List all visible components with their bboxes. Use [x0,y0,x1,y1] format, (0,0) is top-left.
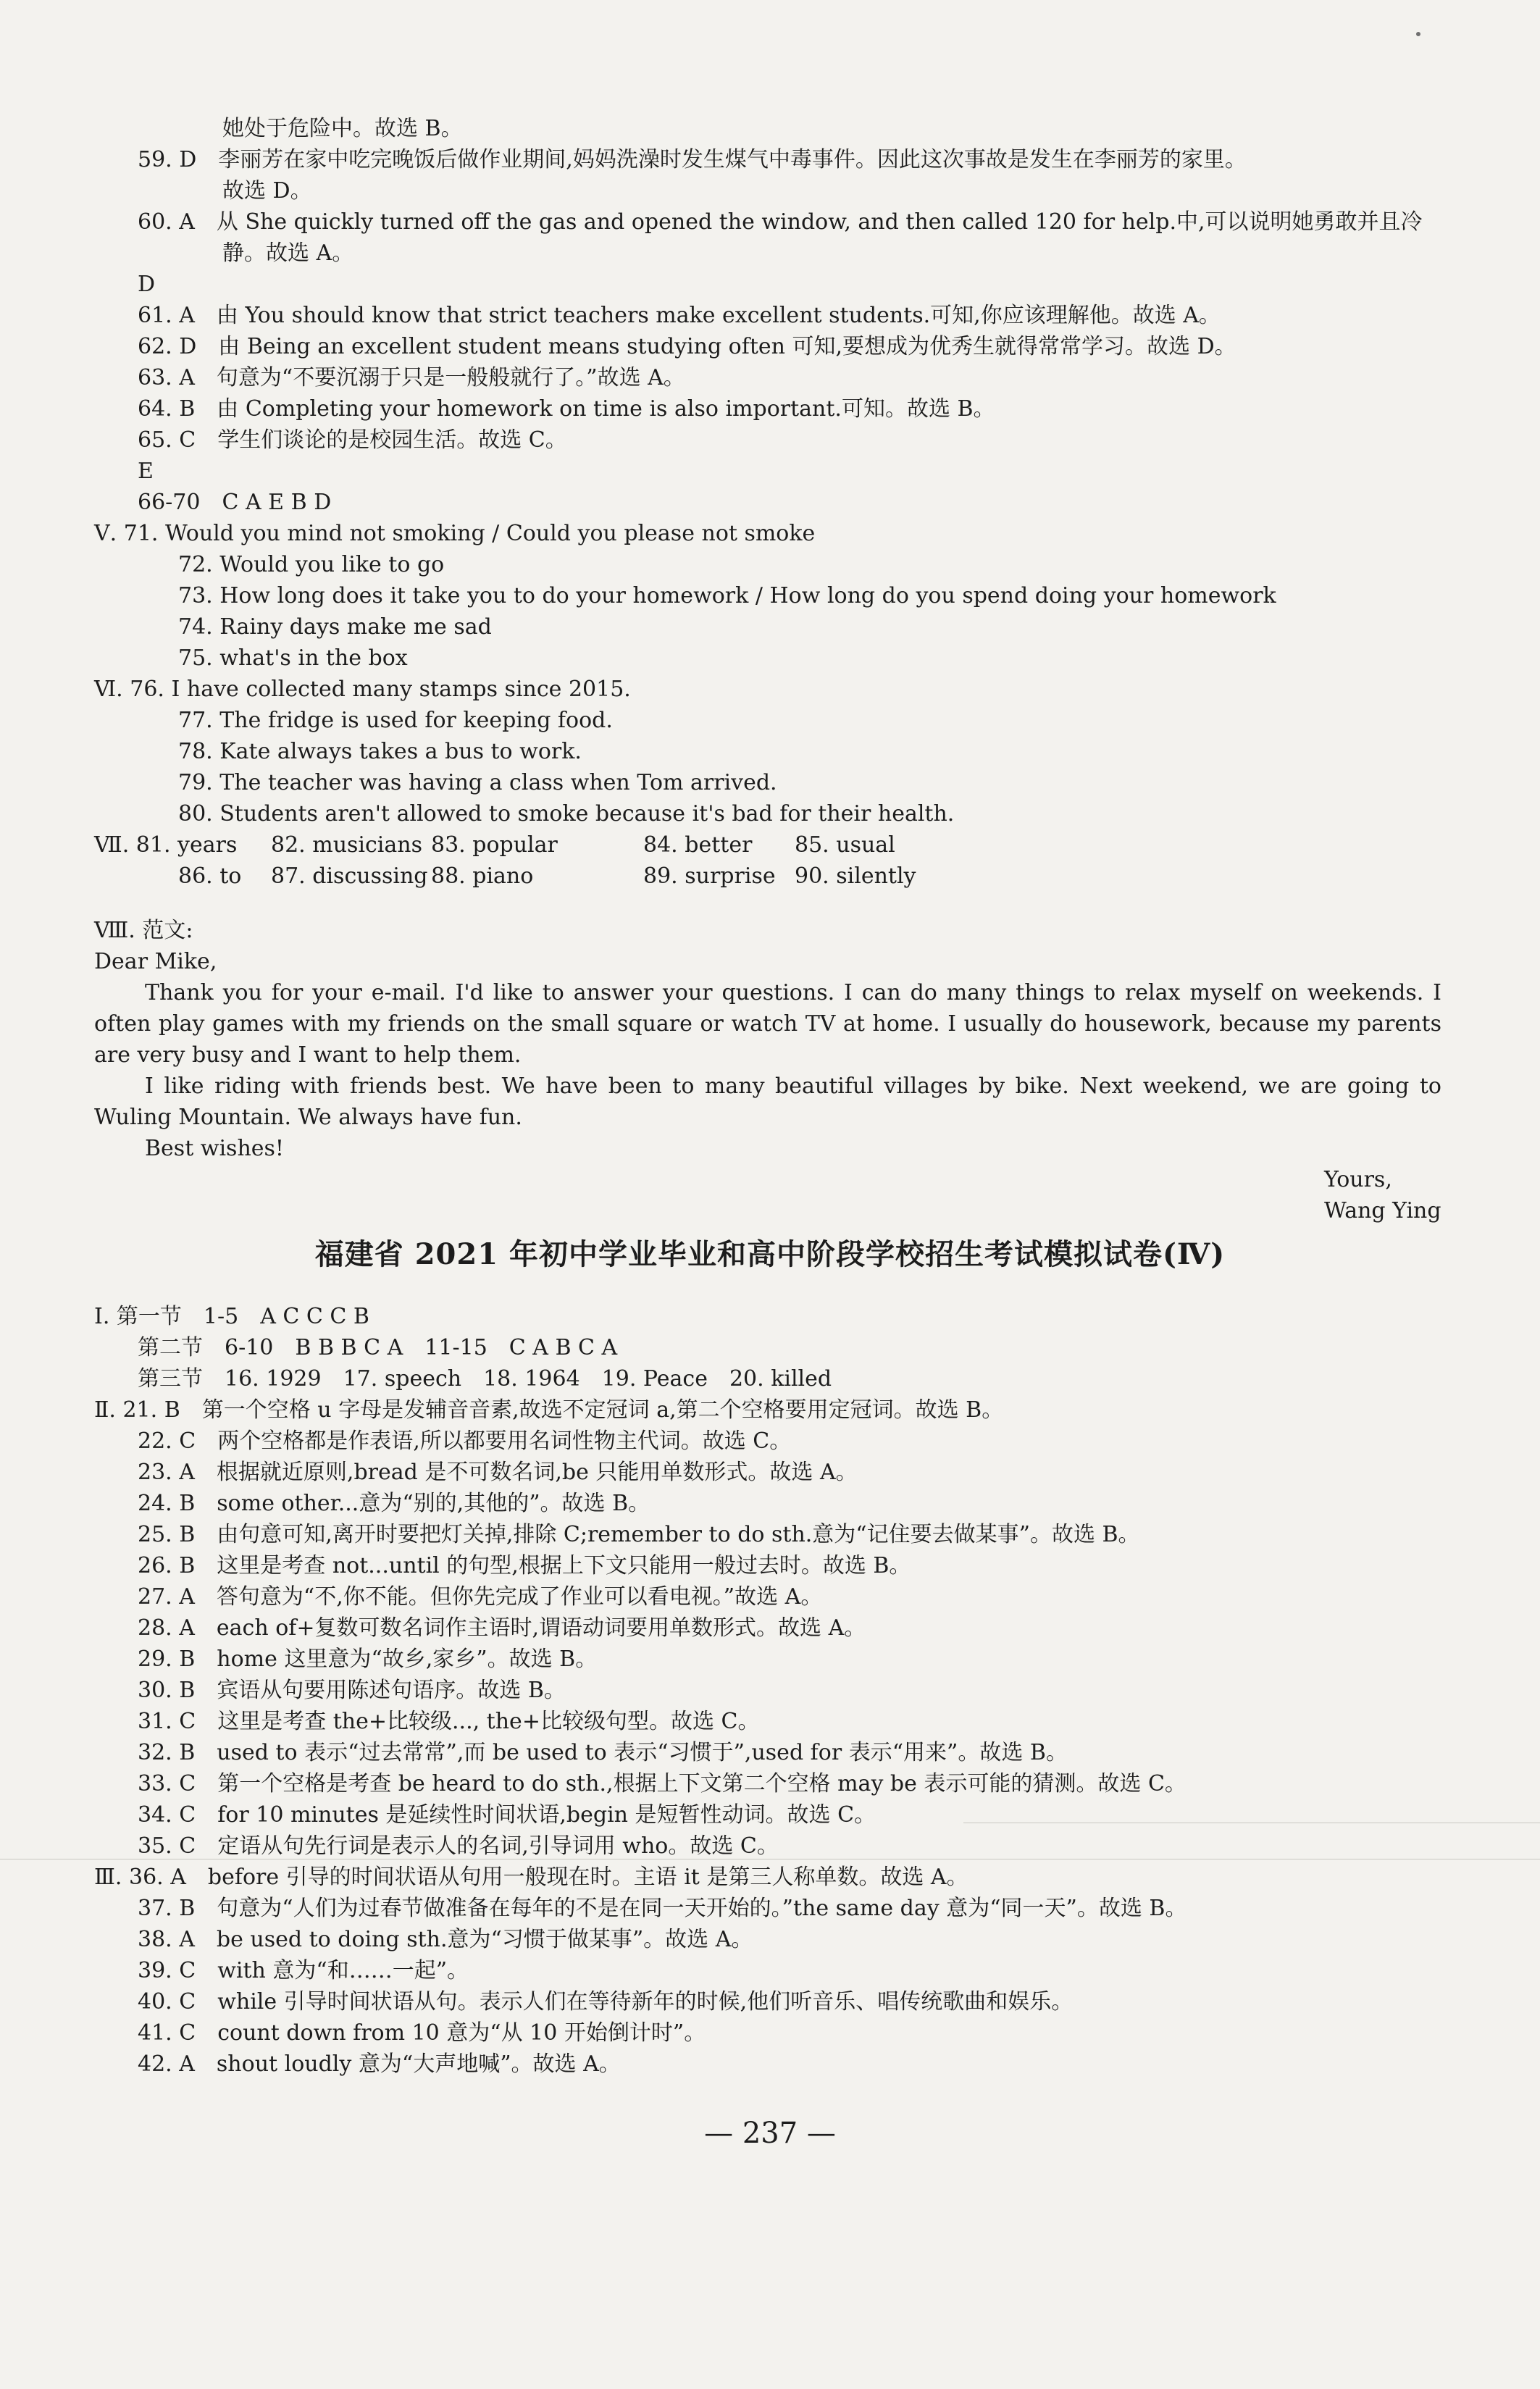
answer-line: 39. C with 意为“和……一起”。 [138,1958,469,1983]
answer-line: 79. The teacher was having a class when Tom arrived. [178,770,777,795]
vocab-answer: 90. silently [795,863,916,889]
answer-line: 22. C 两个空格都是作表语,所以都要用名词性物主代词。故选 C。 [138,1428,792,1454]
answer-line: 64. B 由 Completing your homework on time is also important.可知。故选 B。 [138,396,995,422]
answer-line: 65. C 学生们谈论的是校园生活。故选 C。 [138,427,567,453]
answer-line: 73. How long does it take you to do your homework / How long do you spend doing your homework [178,583,1276,608]
vocab-answer: 84. better [643,832,753,858]
essay-sign-yours: Yours, [1324,1167,1392,1192]
vocab-answer: 82. musicians [271,832,423,858]
answer-line: 24. B some other...意为“别的,其他的”。故选 B。 [138,1491,650,1516]
vocab-answer: 87. discussing [271,863,428,889]
essay-label: Ⅷ. 范文: [94,918,193,943]
answer-line: 38. A be used to doing sth.意为“习惯于做某事”。故选 A。 [138,1927,753,1952]
answer-line: 66-70 C A E B D [138,490,332,515]
answer-line: Ⅰ. 第一节 1-5 A C C C B [94,1304,369,1329]
essay-sign-name: Wang Ying [1324,1198,1441,1223]
answer-line: 80. Students aren't allowed to smoke because it's bad for their health. [178,801,955,827]
answer-line: 她处于危险中。故选 B。 [222,116,463,141]
answer-line: 31. C 这里是考查 the+比较级..., the+比较级句型。故选 C。 [138,1709,760,1734]
answer-line: 25. B 由句意可知,离开时要把灯关掉,排除 C;remember to do sth.意为“记住要去做某事”。故选 B。 [138,1522,1140,1547]
answer-line: Ⅱ. 21. B 第一个空格 u 字母是发辅音音素,故选不定冠词 a,第二个空格要用定冠词。故选 B。 [94,1397,1004,1423]
answer-line: E [138,459,154,484]
vocab-answer: 86. to [178,863,242,889]
answer-line: 33. C 第一个空格是考查 be heard to do sth.,根据上下文第二个空格 may be 表示可能的猜测。故选 C。 [138,1771,1187,1796]
print-speck [1416,32,1420,36]
answer-line: 60. A 从 She quickly turned off the gas and opened the window, and then called 120 for help.中,可以说明她勇敢并且冷 [138,209,1423,235]
answer-line: Ⅴ. 71. Would you mind not smoking / Could you please not smoke [94,521,816,546]
answer-line: 74. Rainy days make me sad [178,614,492,640]
answer-line: 62. D 由 Being an excellent student means studying often 可知,要想成为优秀生就得常常学习。故选 D。 [138,334,1236,359]
essay-greeting: Dear Mike, [94,949,217,974]
answer-line: 35. C 定语从句先行词是表示人的名词,引导词用 who。故选 C。 [138,1833,779,1859]
essay-closing: Best wishes! [145,1136,284,1161]
answer-line: 23. A 根据就近原则,bread 是不可数名词,be 只能用单数形式。故选 A。 [138,1460,858,1485]
page-number: — 237 — [704,2117,836,2150]
answer-line: 63. A 句意为“不要沉溺于只是一般般就行了。”故选 A。 [138,365,685,390]
answer-line: 42. A shout loudly 意为“大声地喊”。故选 A。 [138,2051,621,2077]
answer-line: 28. A each of+复数可数名词作主语时,谓语动词要用单数形式。故选 A。 [138,1615,866,1641]
answer-line: 72. Would you like to go [178,552,445,577]
answer-line: 27. A 答句意为“不,你不能。但你先完成了作业可以看电视。”故选 A。 [138,1584,823,1610]
vocab-answer: 85. usual [795,832,895,858]
answer-line: 40. C while 引导时间状语从句。表示人们在等待新年的时候,他们听音乐、唱传统歌曲和娱乐。 [138,1989,1074,2014]
answer-line: 第三节 16. 1929 17. speech 18. 1964 19. Peace 20. killed [138,1366,832,1392]
answer-line: 75. what's in the box [178,645,408,671]
section-title: 福建省 2021 年初中学业毕业和高中阶段学校招生考试模拟试卷(Ⅳ) [314,1237,1226,1271]
answer-line: 32. B used to 表示“过去常常”,而 be used to 表示“习惯于”,used for 表示“用来”。故选 B。 [138,1740,1068,1765]
answer-line: 34. C for 10 minutes 是延续性时间状语,begin 是短暂性动词。故选 C。 [138,1802,876,1828]
answer-line: 61. A 由 You should know that strict teachers make excellent students.可知,你应该理解他。故选 A。 [138,303,1221,328]
answer-line: 41. C count down from 10 意为“从 10 开始倒计时”。 [138,2020,706,2046]
answer-line: 59. D 李丽芳在家中吃完晚饭后做作业期间,妈妈洗澡时发生煤气中毒事件。因此这次事故是发生在李丽芳的家里。 [138,147,1247,172]
answer-line: 78. Kate always takes a bus to work. [178,739,582,764]
answer-line: Ⅲ. 36. A before 引导的时间状语从句用一般现在时。主语 it 是第三人称单数。故选 A。 [94,1865,968,1890]
answer-line: 37. B 句意为“人们为过春节做准备在每年的不是在同一天开始的。”the same day 意为“同一天”。故选 B。 [138,1896,1187,1921]
answer-line: 故选 D。 [222,178,312,204]
answer-line: Ⅵ. 76. I have collected many stamps since 2015. [94,677,631,702]
answer-line: 29. B home 这里意为“故乡,家乡”。故选 B。 [138,1647,598,1672]
vocab-answer: Ⅶ. 81. years [94,832,238,858]
essay-paragraph-2: I like riding with friends best. We have been to many beautiful villages by bike. Next weekend, we are going to Wuling Mountain. We always have fun. [94,1074,1441,1130]
vocab-answer: 88. piano [431,863,534,889]
answer-line: 静。故选 A。 [222,240,354,266]
answer-line: 26. B 这里是考查 not...until 的句型,根据上下文只能用一般过去时。故选 B。 [138,1553,911,1578]
answer-line: D [138,272,156,297]
answer-line: 第二节 6-10 B B B C A 11-15 C A B C A [138,1335,618,1360]
vocab-answer: 83. popular [431,832,558,858]
essay-paragraph-1: Thank you for your e-mail. I'd like to answer your questions. I can do many things to relax myself on weekends. I often play games with my friends on the small square or watch TV at home. I usually do housework, because my parents are very busy and I want to help them. [94,980,1441,1068]
answer-line: 77. The fridge is used for keeping food. [178,708,613,733]
vocab-answer: 89. surprise [643,863,776,889]
answer-line: 30. B 宾语从句要用陈述句语序。故选 B。 [138,1678,566,1703]
